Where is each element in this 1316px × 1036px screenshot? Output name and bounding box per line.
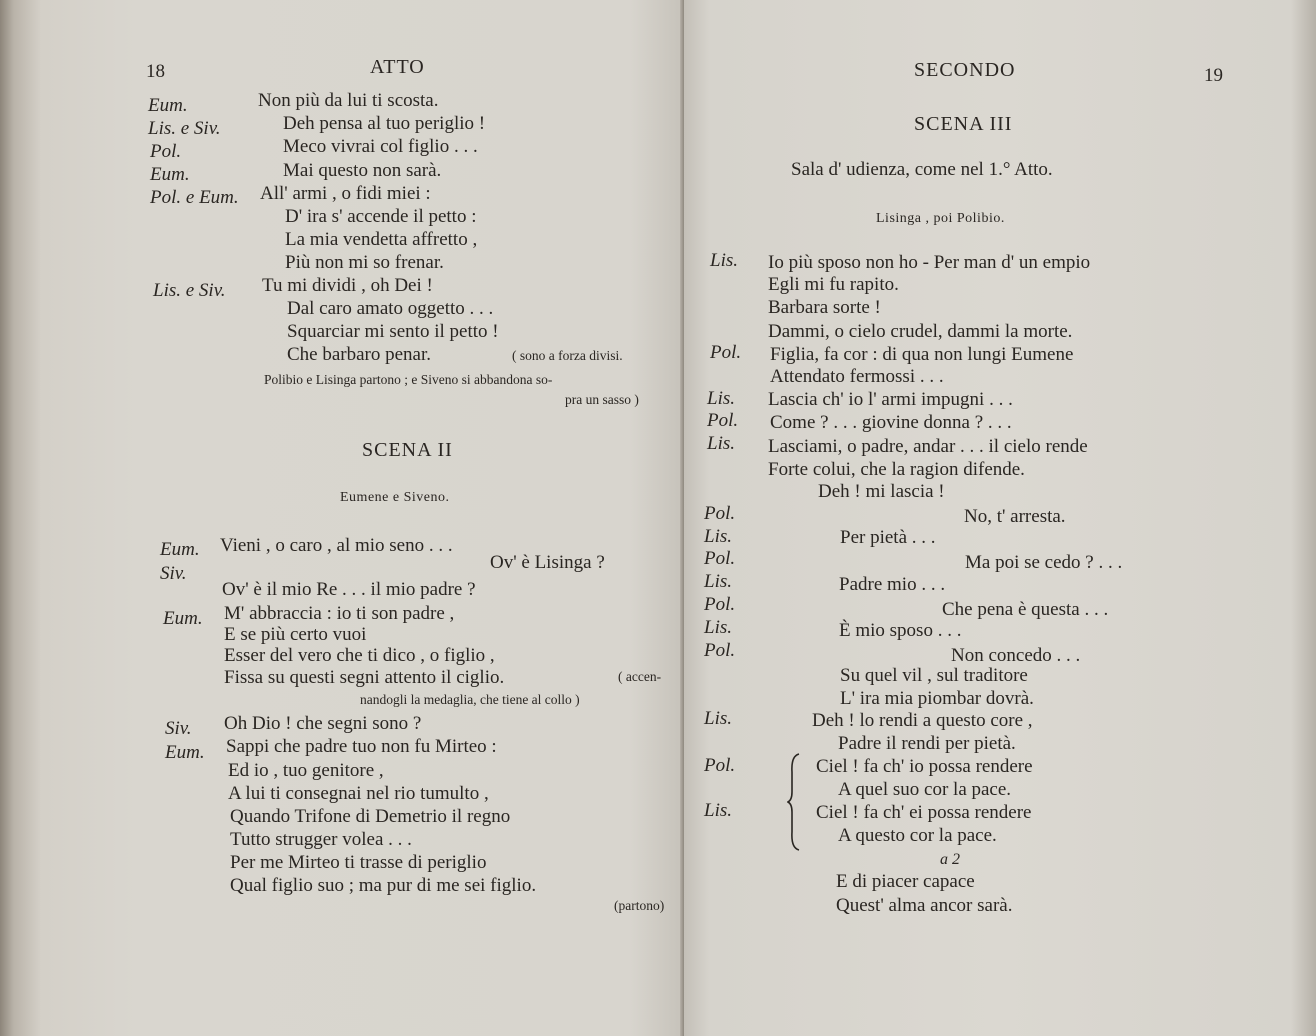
verse-line: Esser del vero che ti dico , o figlio , (224, 645, 495, 666)
stage-direction: ( accen- (618, 669, 662, 684)
scene-setting: Sala d' udienza, come nel 1.° Atto. (791, 159, 1053, 180)
running-head: ATTO (370, 56, 425, 78)
verse-line: La mia vendetta affretto , (285, 229, 478, 250)
speaker-label: Eum. (160, 539, 200, 560)
scene-title: SCENA III (914, 113, 1013, 135)
verse-line: Egli mi fu rapito. (768, 274, 899, 295)
speaker-label: Pol. (150, 141, 182, 162)
verse-line: Che barbaro penar. (287, 344, 432, 365)
verse-line: Come ? . . . giovine donna ? . . . (770, 412, 1012, 433)
verse-line: Più non mi so frenar. (285, 252, 444, 273)
verse-line: Meco vivrai col figlio . . . (283, 136, 478, 157)
verse-line: Dammi, o cielo crudel, dammi la morte. (768, 321, 1073, 342)
verse-line: Non più da lui ti scosta. (258, 90, 439, 111)
verse-line: Squarciar mi sento il petto ! (287, 321, 499, 342)
speaker-label: Lis. (710, 250, 738, 271)
speaker-label: Lis. (704, 571, 732, 592)
page-number: 19 (1204, 65, 1223, 86)
speaker-label: Eum. (148, 95, 188, 116)
speaker-label: Pol. (704, 594, 736, 615)
verse-line: Io più sposo non ho - Per man d' un empio (768, 252, 1091, 273)
verse-line: E se più certo vuoi (224, 624, 367, 645)
speaker-label: Eum. (165, 742, 205, 763)
verse-line: Per me Mirteo ti trasse di periglio (230, 852, 487, 873)
verse-line: Ed io , tuo genitore , (228, 760, 384, 781)
speaker-label: Lis. e Siv. (148, 118, 221, 139)
verse-line: Su quel vil , sul traditore (840, 665, 1028, 686)
speaker-label: Pol. e Eum. (150, 187, 239, 208)
verse-line: Lasciami, o padre, andar . . . il cielo rende (768, 436, 1088, 457)
speaker-label: Lis. (704, 526, 732, 547)
verse-line: Ov' è Lisinga ? (490, 552, 605, 573)
scene-title: SCENA II (362, 439, 453, 461)
speaker-label: Lis. e Siv. (153, 280, 226, 301)
stage-direction: pra un sasso ) (565, 392, 639, 407)
verse-line: Quest' alma ancor sarà. (836, 895, 1013, 916)
stage-direction: ( sono a forza divisi. (512, 348, 623, 363)
verse-line: Barbara sorte ! (768, 297, 881, 318)
verse-line: Padre il rendi per pietà. (838, 733, 1016, 754)
verse-line: Qual figlio suo ; ma pur di me sei figlio. (230, 875, 537, 896)
verse-line: Dal caro amato oggetto . . . (287, 298, 494, 319)
speaker-label: Lis. (704, 617, 732, 638)
verse-line: Tu mi dividi , oh Dei ! (262, 275, 433, 296)
speaker-label: Siv. (160, 563, 187, 584)
speaker-label: Lis. (704, 708, 732, 729)
page-number: 18 (146, 61, 165, 82)
verse-line: Attendato fermossi . . . (770, 366, 944, 387)
verse-line: A lui ti consegnai nel rio tumulto , (228, 783, 489, 804)
speaker-label: Pol. (710, 342, 742, 363)
right-page (684, 0, 1316, 1036)
speaker-label: Lis. (704, 800, 732, 821)
verse-line: A quel suo cor la pace. (838, 779, 1012, 800)
speaker-label: Pol. (704, 503, 736, 524)
speaker-label: Siv. (165, 718, 192, 739)
verse-line: D' ira s' accende il petto : (285, 206, 477, 227)
stage-direction: Polibio e Lisinga partono ; e Siveno si abbandona so- (264, 372, 553, 387)
verse-line: Fissa su questi segni attento il ciglio. (224, 667, 505, 688)
verse-line: Deh pensa al tuo periglio ! (283, 113, 486, 134)
verse-line: È mio sposo . . . (839, 620, 962, 641)
verse-line: Che pena è questa . . . (942, 599, 1109, 620)
verse-line: Deh ! mi lascia ! (818, 481, 945, 502)
verse-line: Deh ! lo rendi a questo core , (812, 710, 1033, 731)
verse-line: E di piacer capace (836, 871, 975, 892)
verse-line: Lascia ch' io l' armi impugni . . . (768, 389, 1013, 410)
verse-line: Forte colui, che la ragion difende. (768, 459, 1025, 480)
speaker-label: Lis. (707, 388, 735, 409)
verse-line: No, t' arresta. (964, 506, 1066, 527)
stage-direction: nandogli la medaglia, che tiene al collo ) (360, 692, 580, 707)
verse-line: M' abbraccia : io ti son padre , (224, 603, 455, 624)
verse-line: Oh Dio ! che segni sono ? (224, 713, 422, 734)
speaker-label: Pol. (704, 548, 736, 569)
verse-line: Quando Trifone di Demetrio il regno (230, 806, 511, 827)
speaker-label: Eum. (150, 164, 190, 185)
speaker-label: Pol. (704, 755, 736, 776)
duet-marker: a 2 (940, 851, 960, 868)
verse-line: All' armi , o fidi miei : (260, 183, 431, 204)
speaker-label: Pol. (707, 410, 739, 431)
scene-characters: Eumene e Siveno. (340, 490, 450, 505)
speaker-label: Lis. (707, 433, 735, 454)
verse-line: Vieni , o caro , al mio seno . . . (220, 535, 453, 556)
verse-line: Per pietà . . . (840, 527, 936, 548)
verse-line: L' ira mia piombar dovrà. (840, 688, 1034, 709)
running-head: SECONDO (914, 59, 1016, 81)
verse-line: Ma poi se cedo ? . . . (965, 552, 1123, 573)
verse-line: Ciel ! fa ch' ei possa rendere (816, 802, 1032, 823)
stage-direction: (partono) (614, 898, 665, 913)
scene-characters: Lisinga , poi Polibio. (876, 211, 1005, 226)
speaker-label: Pol. (704, 640, 736, 661)
verse-line: Tutto strugger volea . . . (230, 829, 412, 850)
verse-line: A questo cor la pace. (838, 825, 997, 846)
verse-line: Ciel ! fa ch' io possa rendere (816, 756, 1033, 777)
verse-line: Padre mio . . . (839, 574, 946, 595)
verse-line: Non concedo . . . (951, 645, 1081, 666)
speaker-label: Eum. (163, 608, 203, 629)
duet-brace (787, 752, 801, 852)
verse-line: Sappi che padre tuo non fu Mirteo : (226, 736, 497, 757)
verse-line: Mai questo non sarà. (283, 160, 442, 181)
verse-line: Figlia, fa cor : di qua non lungi Eumene (770, 344, 1074, 365)
verse-line: Ov' è il mio Re . . . il mio padre ? (222, 579, 476, 600)
